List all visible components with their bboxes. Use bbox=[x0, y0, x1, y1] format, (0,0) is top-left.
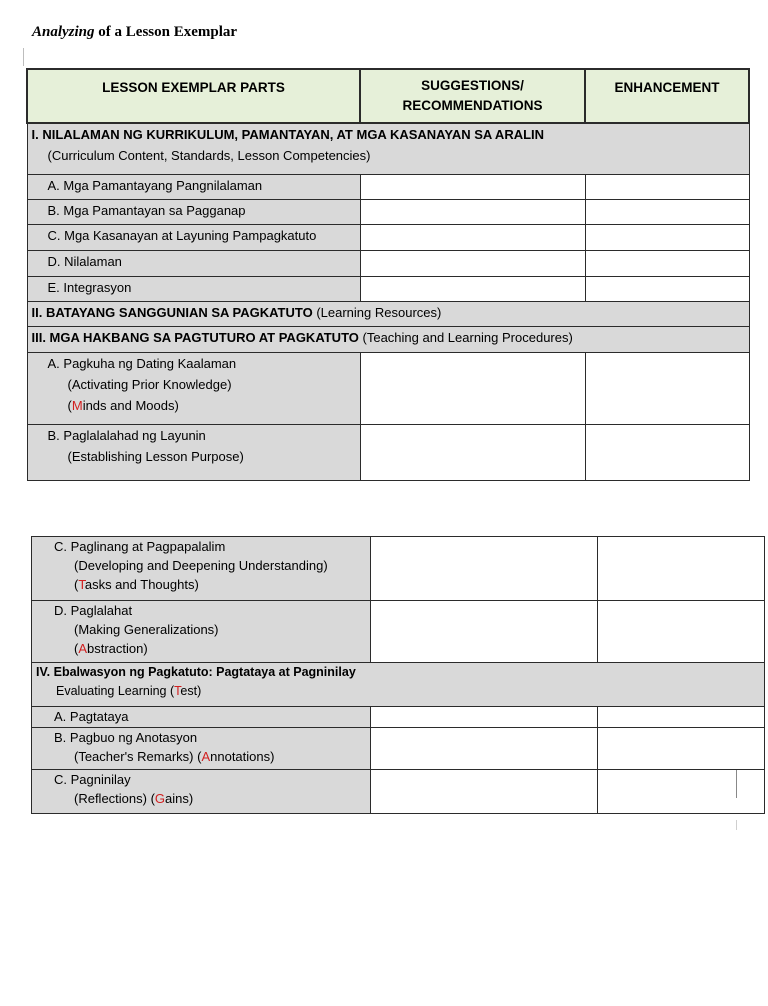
section-4-heading: IV. Ebalwasyon ng Pagkatuto: Pagtataya at Pagninilay Evaluating Learning (Test) bbox=[32, 663, 765, 707]
section-row bbox=[27, 327, 749, 353]
row-label: A. Pagtataya bbox=[32, 707, 371, 728]
suggestions-cell[interactable] bbox=[360, 251, 585, 277]
enhancement-cell[interactable] bbox=[598, 770, 765, 814]
header-lesson-parts: LESSON EXEMPLAR PARTS bbox=[27, 69, 360, 123]
enhancement-cell[interactable] bbox=[598, 707, 765, 728]
enhancement-cell[interactable] bbox=[585, 175, 749, 200]
header-row bbox=[27, 69, 749, 123]
lesson-exemplar-table-part2 bbox=[31, 536, 765, 814]
table-row bbox=[27, 225, 749, 251]
enhancement-cell[interactable] bbox=[598, 728, 765, 770]
section-row bbox=[27, 302, 749, 327]
suggestions-cell[interactable] bbox=[371, 601, 598, 663]
enhancement-cell[interactable] bbox=[585, 353, 749, 425]
row-label: B. Pagbuo ng Anotasyon (Teacher's Remarks) (Annotations) bbox=[32, 728, 371, 770]
margin-mark bbox=[736, 770, 737, 798]
suggestions-cell[interactable] bbox=[360, 425, 585, 481]
enhancement-cell[interactable] bbox=[585, 251, 749, 277]
row-label: D. Nilalaman bbox=[27, 251, 360, 277]
row-label: E. Integrasyon bbox=[27, 277, 360, 302]
enhancement-cell[interactable] bbox=[585, 200, 749, 225]
table-row bbox=[27, 200, 749, 225]
enhancement-cell[interactable] bbox=[585, 225, 749, 251]
row-label: C. Pagninilay (Reflections) (Gains) bbox=[32, 770, 371, 814]
table-row bbox=[32, 707, 765, 728]
suggestions-cell[interactable] bbox=[360, 277, 585, 302]
row-label: B. Paglalalahad ng Layunin (Establishing Lesson Purpose) bbox=[27, 425, 360, 481]
suggestions-cell[interactable] bbox=[371, 537, 598, 601]
margin-mark bbox=[736, 820, 737, 830]
table-row bbox=[32, 728, 765, 770]
enhancement-cell[interactable] bbox=[585, 425, 749, 481]
table-row bbox=[27, 425, 749, 481]
suggestions-cell[interactable] bbox=[360, 353, 585, 425]
header-enhancement: ENHANCEMENT bbox=[585, 69, 749, 123]
table-row bbox=[27, 277, 749, 302]
enhancement-cell[interactable] bbox=[598, 601, 765, 663]
header-suggestions: SUGGESTIONS/ RECOMMENDATIONS bbox=[360, 69, 585, 123]
row-label: A. Mga Pamantayang Pangnilalaman bbox=[27, 175, 360, 200]
table-row bbox=[32, 770, 765, 814]
suggestions-cell[interactable] bbox=[360, 225, 585, 251]
section-row bbox=[27, 123, 749, 175]
row-label: A. Pagkuha ng Dating Kaalaman (Activating Prior Knowledge) (Minds and Moods) bbox=[27, 353, 360, 425]
suggestions-cell[interactable] bbox=[371, 707, 598, 728]
suggestions-cell[interactable] bbox=[371, 728, 598, 770]
document-title: Analyzing of a Lesson Exemplar bbox=[32, 24, 238, 40]
row-label: C. Mga Kasanayan at Layuning Pampagkatuto bbox=[27, 225, 360, 251]
lesson-exemplar-table-part1 bbox=[26, 68, 750, 481]
row-label: B. Mga Pamantayan sa Pagganap bbox=[27, 200, 360, 225]
row-label: C. Paglinang at Pagpapalalim (Developing and Deepening Understanding) (Tasks and Thoughts) bbox=[32, 537, 371, 601]
table-row bbox=[27, 353, 749, 425]
enhancement-cell[interactable] bbox=[598, 537, 765, 601]
section-2-heading: II. BATAYANG SANGGUNIAN SA PAGKATUTO (Learning Resources) bbox=[27, 302, 749, 327]
suggestions-cell[interactable] bbox=[371, 770, 598, 814]
section-1-heading: I. NILALAMAN NG KURRIKULUM, PAMANTAYAN, AT MGA KASANAYAN SA ARALIN (Curriculum Content, Standards, Lesson Competencies) bbox=[27, 123, 749, 175]
row-label: D. Paglalahat (Making Generalizations) (Abstraction) bbox=[32, 601, 371, 663]
section-3-heading: III. MGA HAKBANG SA PAGTUTURO AT PAGKATUTO (Teaching and Learning Procedures) bbox=[27, 327, 749, 353]
table-row bbox=[27, 251, 749, 277]
table-row bbox=[27, 175, 749, 200]
enhancement-cell[interactable] bbox=[585, 277, 749, 302]
margin-mark bbox=[23, 48, 24, 66]
suggestions-cell[interactable] bbox=[360, 200, 585, 225]
table-row bbox=[32, 601, 765, 663]
section-row bbox=[32, 663, 765, 707]
table-row bbox=[32, 537, 765, 601]
suggestions-cell[interactable] bbox=[360, 175, 585, 200]
